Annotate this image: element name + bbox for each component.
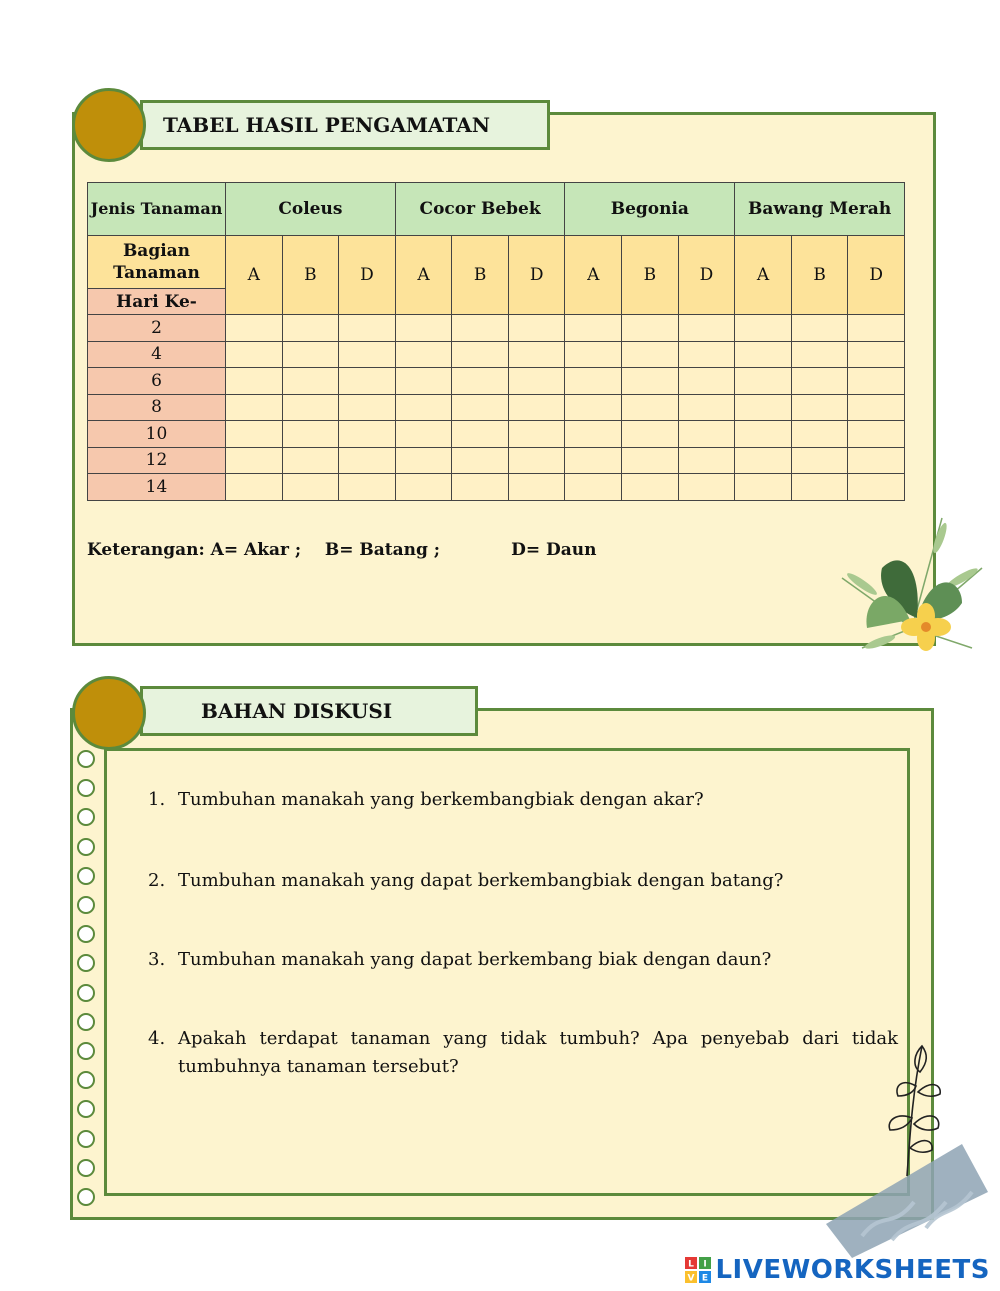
observation-entry-cell[interactable] bbox=[282, 368, 339, 395]
plant-header-coleus: Coleus bbox=[226, 183, 396, 236]
observation-entry-cell[interactable] bbox=[395, 447, 452, 474]
part-cell: A bbox=[395, 236, 452, 315]
day-row bbox=[88, 474, 905, 501]
observation-entry-cell[interactable] bbox=[508, 474, 565, 501]
day-row bbox=[88, 341, 905, 368]
day-label-cell: 10 bbox=[88, 421, 226, 448]
logo-letter: E bbox=[702, 1273, 709, 1283]
observation-entry-cell[interactable] bbox=[735, 394, 792, 421]
observation-entry-cell[interactable] bbox=[565, 368, 622, 395]
part-cell: A bbox=[226, 236, 283, 315]
part-cell: A bbox=[735, 236, 792, 315]
observation-entry-cell[interactable] bbox=[735, 315, 792, 342]
observation-entry-cell[interactable] bbox=[735, 474, 792, 501]
observation-entry-cell[interactable] bbox=[848, 368, 905, 395]
notebook-ring bbox=[77, 1013, 95, 1031]
observation-entry-cell[interactable] bbox=[226, 394, 283, 421]
observation-entry-cell[interactable] bbox=[791, 341, 848, 368]
observation-entry-cell[interactable] bbox=[282, 394, 339, 421]
observation-entry-cell[interactable] bbox=[565, 394, 622, 421]
observation-entry-cell[interactable] bbox=[395, 368, 452, 395]
part-cell: A bbox=[565, 236, 622, 315]
part-cell: B bbox=[791, 236, 848, 315]
observation-entry-cell[interactable] bbox=[622, 447, 679, 474]
day-row bbox=[88, 368, 905, 395]
observation-entry-cell[interactable] bbox=[339, 474, 396, 501]
observation-entry-cell[interactable] bbox=[848, 341, 905, 368]
notebook-ring bbox=[77, 1130, 95, 1148]
observation-entry-cell[interactable] bbox=[565, 341, 622, 368]
question-text: Tumbuhan manakah yang dapat berkembang biak dengan daun? bbox=[178, 949, 772, 970]
question-text: Tumbuhan manakah yang dapat berkembangbiak dengan batang? bbox=[178, 870, 784, 891]
observation-entry-cell[interactable] bbox=[282, 315, 339, 342]
observation-entry-cell[interactable] bbox=[282, 447, 339, 474]
observation-entry-cell[interactable] bbox=[791, 447, 848, 474]
notebook-ring bbox=[77, 984, 95, 1002]
liveworksheets-logo-icon bbox=[685, 1257, 711, 1283]
observation-entry-cell[interactable] bbox=[791, 421, 848, 448]
question-item bbox=[148, 946, 898, 974]
day-label-cell: 6 bbox=[88, 368, 226, 395]
observation-entry-cell[interactable] bbox=[452, 421, 509, 448]
liveworksheets-wordmark: LIVEWORKSHEETS bbox=[715, 1255, 990, 1285]
flower-leaves-decoration bbox=[822, 508, 1000, 670]
observation-entry-cell[interactable] bbox=[452, 394, 509, 421]
observation-entry-cell[interactable] bbox=[226, 474, 283, 501]
question-item bbox=[148, 867, 898, 895]
notebook-ring bbox=[77, 750, 95, 768]
observation-entry-cell[interactable] bbox=[226, 447, 283, 474]
question-number: 3. bbox=[148, 949, 166, 970]
observation-title: TABEL HASIL PENGAMATAN bbox=[163, 113, 491, 137]
plant-header-row bbox=[88, 183, 905, 236]
discussion-title-tab bbox=[140, 686, 478, 736]
observation-entry-cell[interactable] bbox=[339, 394, 396, 421]
day-row bbox=[88, 421, 905, 448]
question-text: Apakah terdapat tanaman yang tidak tumbuh? Apa penyebab dari tidak tumbuhnya tanaman tersebut? bbox=[178, 1028, 898, 1077]
observation-entry-cell[interactable] bbox=[395, 421, 452, 448]
part-cell: B bbox=[282, 236, 339, 315]
liveworksheets-brand bbox=[685, 1252, 990, 1288]
observation-entry-cell[interactable] bbox=[622, 368, 679, 395]
observation-entry-cell[interactable] bbox=[339, 421, 396, 448]
observation-entry-cell[interactable] bbox=[735, 368, 792, 395]
observation-entry-cell[interactable] bbox=[678, 447, 735, 474]
question-text: Tumbuhan manakah yang berkembangbiak dengan akar? bbox=[178, 789, 704, 810]
question-number: 4. bbox=[148, 1028, 166, 1049]
question-item bbox=[148, 1025, 898, 1081]
observation-entry-cell[interactable] bbox=[848, 394, 905, 421]
observation-entry-cell[interactable] bbox=[791, 368, 848, 395]
observation-entry-cell[interactable] bbox=[848, 421, 905, 448]
title-circle-decoration bbox=[72, 88, 146, 162]
observation-entry-cell[interactable] bbox=[508, 341, 565, 368]
observation-entry-cell[interactable] bbox=[452, 341, 509, 368]
title-circle-decoration bbox=[72, 676, 146, 750]
observation-table bbox=[87, 182, 905, 501]
observation-entry-cell[interactable] bbox=[282, 421, 339, 448]
day-rows bbox=[88, 315, 905, 501]
logo-letter: L bbox=[688, 1259, 695, 1270]
notebook-ring bbox=[77, 867, 95, 885]
observation-entry-cell[interactable] bbox=[508, 421, 565, 448]
observation-entry-cell[interactable] bbox=[622, 474, 679, 501]
day-label-cell: 14 bbox=[88, 474, 226, 501]
observation-entry-cell[interactable] bbox=[678, 394, 735, 421]
observation-entry-cell[interactable] bbox=[339, 341, 396, 368]
observation-entry-cell[interactable] bbox=[565, 421, 622, 448]
notebook-ring bbox=[77, 1188, 95, 1206]
notebook-ring bbox=[77, 1042, 95, 1060]
observation-entry-cell[interactable] bbox=[678, 368, 735, 395]
notebook-ring bbox=[77, 896, 95, 914]
observation-entry-cell[interactable] bbox=[622, 421, 679, 448]
logo-letter: V bbox=[687, 1273, 695, 1283]
observation-entry-cell[interactable] bbox=[508, 368, 565, 395]
observation-entry-cell[interactable] bbox=[565, 315, 622, 342]
part-header-cell: Bagian Tanaman bbox=[88, 236, 226, 289]
observation-entry-cell[interactable] bbox=[339, 368, 396, 395]
observation-entry-cell[interactable] bbox=[452, 368, 509, 395]
part-cell: D bbox=[339, 236, 396, 315]
observation-entry-cell[interactable] bbox=[678, 474, 735, 501]
observation-entry-cell[interactable] bbox=[452, 315, 509, 342]
observation-entry-cell[interactable] bbox=[565, 474, 622, 501]
observation-entry-cell[interactable] bbox=[226, 315, 283, 342]
observation-entry-cell[interactable] bbox=[395, 474, 452, 501]
part-cell: B bbox=[622, 236, 679, 315]
observation-entry-cell[interactable] bbox=[226, 421, 283, 448]
observation-entry-cell[interactable] bbox=[848, 447, 905, 474]
observation-entry-cell[interactable] bbox=[395, 315, 452, 342]
observation-entry-cell[interactable] bbox=[508, 447, 565, 474]
day-label-cell: 8 bbox=[88, 394, 226, 421]
part-cell: D bbox=[508, 236, 565, 315]
observation-entry-cell[interactable] bbox=[735, 341, 792, 368]
observation-title-tab bbox=[140, 100, 550, 150]
notebook-ring bbox=[77, 1159, 95, 1177]
part-header-row bbox=[88, 236, 905, 289]
tape-decoration bbox=[822, 1140, 992, 1260]
day-row bbox=[88, 394, 905, 421]
observation-entry-cell[interactable] bbox=[678, 341, 735, 368]
day-label-cell: 12 bbox=[88, 447, 226, 474]
observation-entry-cell[interactable] bbox=[226, 341, 283, 368]
observation-entry-cell[interactable] bbox=[282, 341, 339, 368]
observation-entry-cell[interactable] bbox=[565, 447, 622, 474]
observation-entry-cell[interactable] bbox=[339, 315, 396, 342]
observation-entry-cell[interactable] bbox=[339, 447, 396, 474]
observation-entry-cell[interactable] bbox=[508, 315, 565, 342]
day-row bbox=[88, 315, 905, 342]
observation-entry-cell[interactable] bbox=[622, 341, 679, 368]
observation-entry-cell[interactable] bbox=[848, 315, 905, 342]
observation-entry-cell[interactable] bbox=[395, 394, 452, 421]
observation-entry-cell[interactable] bbox=[791, 474, 848, 501]
question-number: 2. bbox=[148, 870, 166, 891]
observation-entry-cell[interactable] bbox=[622, 394, 679, 421]
observation-entry-cell[interactable] bbox=[282, 474, 339, 501]
corner-header-cell: Jenis Tanaman bbox=[88, 183, 226, 236]
day-row bbox=[88, 447, 905, 474]
observation-entry-cell[interactable] bbox=[791, 315, 848, 342]
observation-entry-cell[interactable] bbox=[678, 421, 735, 448]
observation-entry-cell[interactable] bbox=[735, 421, 792, 448]
part-cell: D bbox=[678, 236, 735, 315]
observation-entry-cell[interactable] bbox=[508, 394, 565, 421]
question-number: 1. bbox=[148, 789, 166, 810]
observation-entry-cell[interactable] bbox=[791, 394, 848, 421]
day-label-cell: 4 bbox=[88, 341, 226, 368]
observation-entry-cell[interactable] bbox=[452, 474, 509, 501]
part-cell: B bbox=[452, 236, 509, 315]
plant-header-bawang-merah: Bawang Merah bbox=[735, 183, 905, 236]
plant-header-begonia: Begonia bbox=[565, 183, 735, 236]
question-item bbox=[148, 786, 898, 814]
question-list bbox=[148, 786, 898, 1081]
observation-entry-cell[interactable] bbox=[678, 315, 735, 342]
notebook-ring bbox=[77, 838, 95, 856]
observation-entry-cell[interactable] bbox=[452, 447, 509, 474]
discussion-title: BAHAN DISKUSI bbox=[201, 699, 393, 723]
legend-text: Keterangan: A= Akar ; B= Batang ; D= Daun bbox=[87, 540, 597, 560]
observation-entry-cell[interactable] bbox=[395, 341, 452, 368]
day-label-cell: 2 bbox=[88, 315, 226, 342]
logo-letter: I bbox=[703, 1259, 708, 1270]
part-cell: D bbox=[848, 236, 905, 315]
observation-entry-cell[interactable] bbox=[848, 474, 905, 501]
plant-header-cocor-bebek: Cocor Bebek bbox=[395, 183, 565, 236]
day-header-cell: Hari Ke- bbox=[88, 289, 226, 315]
observation-entry-cell[interactable] bbox=[622, 315, 679, 342]
observation-entry-cell[interactable] bbox=[735, 447, 792, 474]
observation-entry-cell[interactable] bbox=[226, 368, 283, 395]
